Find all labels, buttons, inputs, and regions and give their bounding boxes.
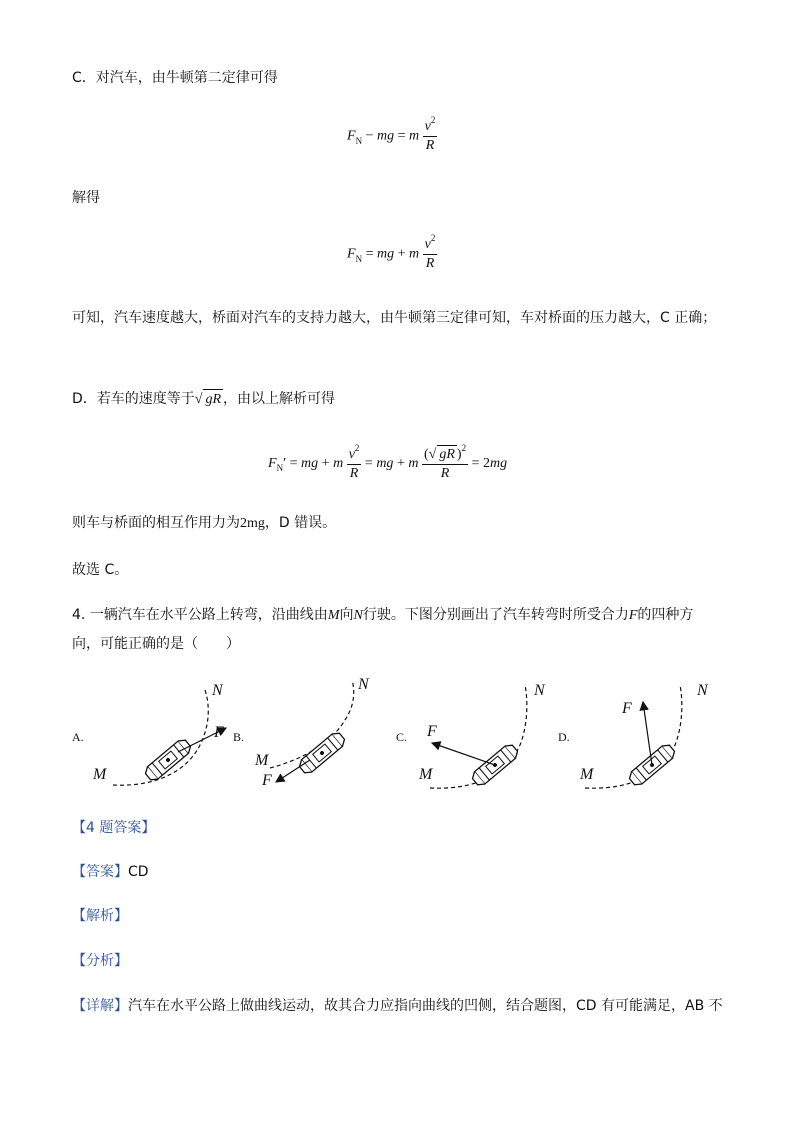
option-d-f: F — [622, 700, 632, 717]
part-d-result-pre: 则车与桥面的相互作用力为 — [72, 515, 240, 531]
option-a-m: M — [93, 766, 107, 783]
option-d-figure — [585, 685, 682, 788]
option-a-n: N — [212, 682, 223, 699]
option-d-m: M — [580, 766, 594, 783]
answer-line — [72, 862, 149, 882]
analysis-tag: 【解析】 — [72, 908, 128, 924]
question-point-m: M — [327, 608, 340, 623]
option-b-figure — [270, 680, 354, 782]
option-c-f: F — [427, 723, 437, 740]
question-force-f: F — [628, 608, 638, 623]
question-number: 4. — [72, 607, 86, 623]
part-d-root: gR — [203, 389, 223, 410]
option-a-figure — [113, 690, 226, 785]
part-c-intro: C．对汽车，由牛顿第二定律可得 — [72, 70, 278, 86]
detail-text: 汽车在水平公路上做曲线运动，故其合力应指向曲线的凹侧，结合题图，CD 有可能满足，AB 不 — [128, 998, 723, 1014]
option-d-label: D. — [558, 730, 570, 744]
question-text-b: 向 — [339, 607, 354, 623]
option-b-f: F — [262, 772, 272, 789]
answer-header: 【4 题答案】 — [72, 820, 156, 836]
part-d-intro: D．若车的速度等于√ gR ，由以上解析可得 — [72, 389, 335, 410]
question-text-a: 一辆汽车在水平公路上转弯，沿曲线由 — [89, 607, 328, 623]
part-d-intro-pre: D．若车的速度等于 — [72, 391, 195, 407]
part-d-result-value: 2mg — [240, 516, 265, 531]
fenxi-tag: 【分析】 — [72, 953, 128, 969]
choice-line: 故选 C。 — [72, 562, 129, 578]
option-d-n: N — [697, 682, 708, 699]
option-a-f: F — [214, 724, 224, 741]
question-4-line-2: 向，可能正确的是（ ） — [72, 636, 240, 652]
option-b-n: N — [358, 676, 369, 693]
part-d-result-post: ，D 错误。 — [264, 515, 337, 531]
option-c-n: N — [534, 682, 545, 699]
answer-value: CD — [128, 864, 149, 880]
detail-line — [72, 996, 723, 1016]
option-a-label: A. — [72, 730, 84, 744]
equation-newton-second-law: $F_N$ − mg = m $\frac{v^2}{R}$ — [347, 115, 436, 153]
option-c-figure — [430, 685, 527, 788]
answer-tag: 【答案】 — [72, 864, 128, 880]
part-d-intro-post: ，由以上解析可得 — [223, 391, 336, 407]
question-text-c: 行驶。下图分别画出了汽车转弯时所受合力 — [362, 607, 629, 623]
detail-tag: 【详解】 — [72, 998, 128, 1014]
part-c-solve-label: 解得 — [72, 190, 100, 206]
question-point-n: N — [353, 608, 363, 623]
option-c-m: M — [419, 766, 433, 783]
option-b-m: M — [255, 752, 269, 769]
part-c-conclusion: 可知，汽车速度越大，桥面对汽车的支持力越大，由牛顿第三定律可知，车对桥面的压力越大，C 正确； — [72, 310, 717, 326]
equation-normal-force: $F_N$ = mg + m $\frac{v^2}{R}$ — [347, 233, 436, 271]
question-text-d: 的四种方 — [637, 607, 694, 623]
equation-critical-speed: $F_N'$ = mg + m $\frac{v^2}{R}$ = mg + m $\frac{(√ gR )^2}{R}$ = 2mg — [268, 442, 508, 481]
option-b-label: B. — [233, 730, 245, 744]
option-c-label: C. — [396, 730, 408, 744]
